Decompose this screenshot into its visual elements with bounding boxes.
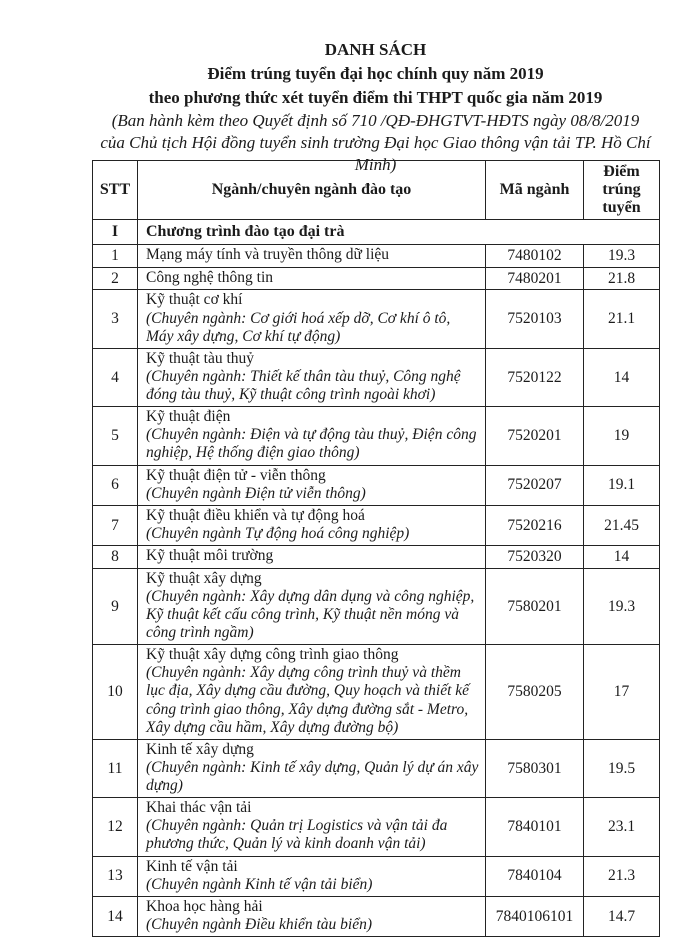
section-row	[93, 219, 660, 244]
row-number: 11	[93, 739, 138, 797]
table-row	[93, 505, 660, 545]
admission-score: 14	[584, 546, 660, 569]
major-code: 7520122	[486, 348, 584, 406]
specialization-text: (Chuyên ngành: Điện và tự động tàu thuỷ, Điện công nghiệp, Hệ thống điện giao thông)	[146, 426, 477, 462]
column-header-major: Ngành/chuyên ngành đào tạo	[138, 161, 486, 220]
admission-score: 23.1	[584, 798, 660, 856]
major-cell	[138, 798, 486, 856]
specialization-text: (Chuyên ngành Điều khiển tàu biển)	[146, 915, 372, 933]
admission-score: 19.3	[584, 568, 660, 645]
major-name: Kỹ thuật tàu thuỷ	[146, 349, 255, 367]
column-header-stt: STT	[93, 161, 138, 220]
doc-subtitle-1: Điểm trúng tuyển đại học chính quy năm 2019	[207, 64, 544, 83]
table-row	[93, 407, 660, 465]
table-row	[93, 739, 660, 797]
major-name: Kỹ thuật điện	[146, 408, 231, 426]
major-code: 7580201	[486, 568, 584, 645]
admission-score: 19.1	[584, 465, 660, 505]
major-cell	[138, 739, 486, 797]
doc-issued-line-2: của Chủ tịch Hội đồng tuyển sinh trường Đại học Giao thông vận tải TP. Hồ Chí Minh)	[100, 133, 651, 174]
major-code: 7520103	[486, 290, 584, 348]
major-name: Khai thác vận tải	[146, 799, 252, 817]
table-row	[93, 465, 660, 505]
admission-score: 14.7	[584, 896, 660, 936]
table-row	[93, 245, 660, 268]
major-code: 7520201	[486, 407, 584, 465]
table-header-row	[93, 161, 660, 220]
specialization-text: (Chuyên ngành Điện tử viễn thông)	[146, 484, 366, 502]
document-header	[92, 38, 659, 176]
specialization-text: (Chuyên ngành Kinh tế vận tải biển)	[146, 875, 373, 893]
table-row	[93, 267, 660, 290]
specialization-text: (Chuyên ngành: Thiết kế thân tàu thuỷ, Công nghệ đóng tàu thuỷ, Kỹ thuật công trình ngoài khơi)	[146, 367, 461, 404]
row-number: 9	[93, 568, 138, 645]
table-row	[93, 798, 660, 856]
major-cell	[138, 645, 486, 740]
major-code: 7520320	[486, 546, 584, 569]
major-cell	[138, 245, 486, 268]
row-number: 1	[93, 245, 138, 268]
major-code: 7520216	[486, 505, 584, 545]
major-name: Kỹ thuật điện tử - viễn thông	[146, 466, 326, 484]
major-cell	[138, 290, 486, 348]
major-name: Kỹ thuật xây dựng	[146, 569, 262, 587]
specialization-text: (Chuyên ngành: Xây dựng dân dụng và công nghiệp, Kỹ thuật kết cấu công trình, Kỹ thuật nền móng và công trình ngầm)	[146, 587, 475, 642]
major-name: Kỹ thuật điều khiển và tự động hoá	[146, 506, 365, 524]
table-row	[93, 896, 660, 936]
row-number: 2	[93, 267, 138, 290]
major-name: Công nghệ thông tin	[146, 269, 274, 287]
row-number: 12	[93, 798, 138, 856]
admission-score: 21.3	[584, 856, 660, 896]
major-code: 7580301	[486, 739, 584, 797]
major-name: Mạng máy tính và truyền thông dữ liệu	[146, 246, 390, 264]
specialization-text: (Chuyên ngành: Kinh tế xây dựng, Quản lý dự án xây dựng)	[146, 758, 479, 795]
column-header-code: Mã ngành	[486, 161, 584, 220]
section-number: I	[93, 219, 138, 244]
admission-score: 21.45	[584, 505, 660, 545]
table-row	[93, 546, 660, 569]
admission-score: 19	[584, 407, 660, 465]
doc-title: DANH SÁCH	[324, 40, 427, 59]
major-code: 7520207	[486, 465, 584, 505]
row-number: 7	[93, 505, 138, 545]
admission-score: 21.8	[584, 267, 660, 290]
major-code: 7840106101	[486, 896, 584, 936]
major-name: Kỹ thuật môi trường	[146, 547, 274, 565]
admission-score: 14	[584, 348, 660, 406]
specialization-text: (Chuyên ngành: Xây dựng công trình thuỷ và thềm lục địa, Xây dựng cầu đường, Quy hoạch và thiết kế công trình giao thông, Xây dựng đường sắt - Metro, Xây dựng cầu hầm, Xây dựng đường bộ)	[146, 664, 470, 736]
major-name: Kỹ thuật xây dựng công trình giao thông	[146, 646, 399, 664]
table-row	[93, 645, 660, 740]
table-row	[93, 856, 660, 896]
major-cell	[138, 348, 486, 406]
row-number: 6	[93, 465, 138, 505]
admission-score: 21.1	[584, 290, 660, 348]
major-cell	[138, 505, 486, 545]
row-number: 8	[93, 546, 138, 569]
row-number: 10	[93, 645, 138, 740]
admission-score: 19.3	[584, 245, 660, 268]
section-label: Chương trình đào tạo đại trà	[138, 219, 660, 244]
row-number: 4	[93, 348, 138, 406]
major-cell	[138, 546, 486, 569]
major-code: 7580205	[486, 645, 584, 740]
specialization-text: (Chuyên ngành: Cơ giới hoá xếp dỡ, Cơ khí ô tô, Máy xây dựng, Cơ khí tự động)	[146, 309, 451, 345]
row-number: 5	[93, 407, 138, 465]
table-row	[93, 348, 660, 406]
row-number: 13	[93, 856, 138, 896]
specialization-text: (Chuyên ngành: Quản trị Logistics và vận tải đa phương thức, Quản lý và kinh doanh vận tải)	[146, 817, 448, 853]
admission-score-table	[92, 160, 660, 937]
major-cell	[138, 267, 486, 290]
major-code: 7480102	[486, 245, 584, 268]
doc-subtitle-2: theo phương thức xét tuyển điểm thi THPT quốc gia năm 2019	[148, 88, 603, 107]
major-cell	[138, 896, 486, 936]
major-cell	[138, 465, 486, 505]
admission-score: 19.5	[584, 739, 660, 797]
major-name: Khoa học hàng hải	[146, 897, 263, 915]
major-code: 7840104	[486, 856, 584, 896]
major-cell	[138, 568, 486, 645]
major-name: Kỹ thuật cơ khí	[146, 291, 243, 309]
doc-issued-line-1: (Ban hành kèm theo Quyết định số 710 /QĐ-ĐHGTVT-HĐTS ngày 08/8/2019	[111, 111, 640, 130]
table-body	[93, 219, 660, 936]
major-cell	[138, 856, 486, 896]
major-code: 7840101	[486, 798, 584, 856]
table-row	[93, 290, 660, 348]
row-number: 14	[93, 896, 138, 936]
major-name: Kinh tế vận tải	[146, 857, 238, 875]
table-row	[93, 568, 660, 645]
row-number: 3	[93, 290, 138, 348]
column-header-score: Điểm trúng tuyển	[584, 161, 660, 220]
admission-score: 17	[584, 645, 660, 740]
major-name: Kinh tế xây dựng	[146, 740, 254, 758]
major-code: 7480201	[486, 267, 584, 290]
major-cell	[138, 407, 486, 465]
specialization-text: (Chuyên ngành Tự động hoá công nghiệp)	[146, 524, 410, 542]
